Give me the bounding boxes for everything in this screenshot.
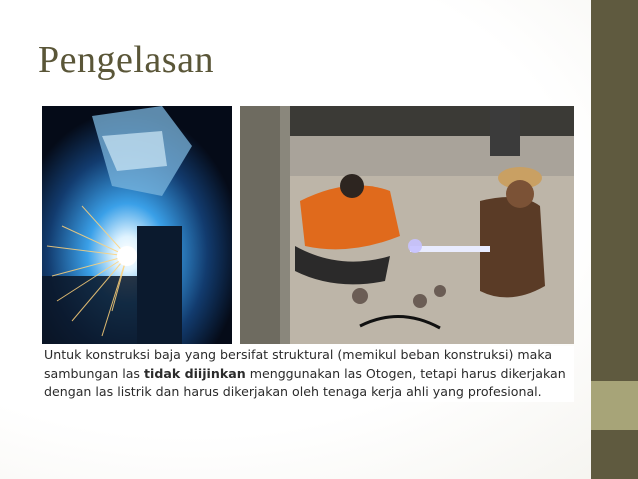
workers-welding-floor-photo: [240, 106, 574, 344]
welding-sparks-photo: [42, 106, 232, 344]
band-dark-bottom: [591, 430, 638, 479]
caption-text-start: Untuk konstruksi baja yang bersifat struktural (memikul beban konstruksi) maka sambungan las: [44, 347, 553, 381]
side-decoration-band: [591, 0, 638, 479]
caption-emphasis: tidak diijinkan: [143, 365, 246, 381]
band-light-accent: [591, 381, 638, 430]
band-dark-top: [591, 0, 638, 381]
slide-title: Pengelasan: [38, 39, 214, 81]
slide-caption: [44, 346, 574, 402]
caption-text-end: menggunakan las Otogen, tetapi harus dikerjakan dengan las listrik dan harus dikerjakan oleh tenaga kerja ahli yang profesional.: [44, 365, 566, 399]
